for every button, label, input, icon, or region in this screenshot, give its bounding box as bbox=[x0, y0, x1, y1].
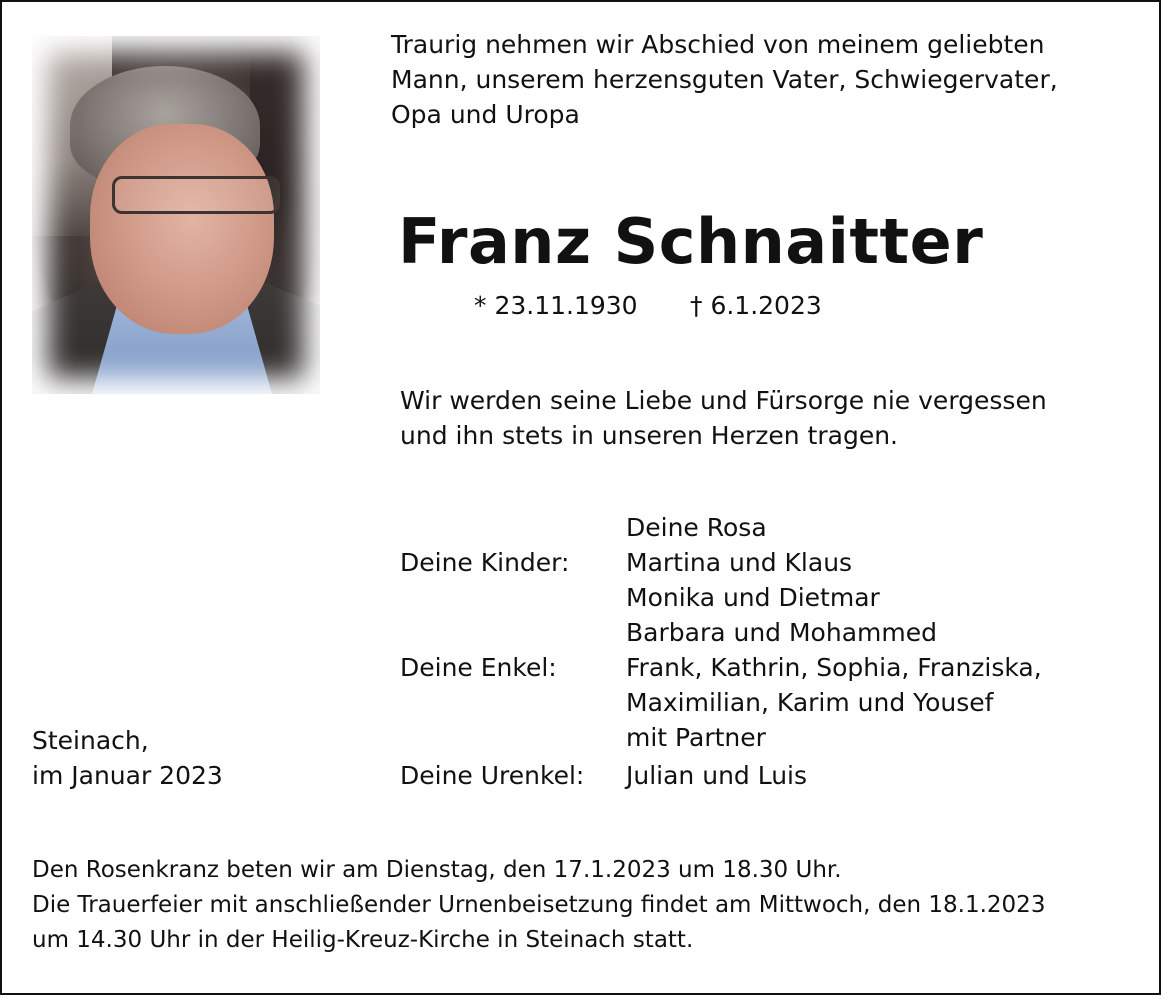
great-grandchildren-label: Deine Urenkel: bbox=[400, 761, 585, 790]
children-entry-2: Monika und Dietmar bbox=[626, 583, 880, 612]
birth-date: * 23.11.1930 bbox=[474, 291, 638, 320]
quote-line-2: und ihn stets in unseren Herzen tragen. bbox=[400, 421, 898, 450]
children-entry-3: Barbara und Mohammed bbox=[626, 618, 937, 647]
children-entry-1: Martina und Klaus bbox=[626, 548, 853, 577]
great-grandchildren-entry: Julian und Luis bbox=[626, 761, 808, 790]
intro-line-1: Traurig nehmen wir Abschied von meinem geliebten bbox=[391, 30, 1045, 59]
grandchildren-label: Deine Enkel: bbox=[400, 653, 557, 682]
wife-name: Deine Rosa bbox=[626, 513, 767, 542]
grandchildren-entry-1: Frank, Kathrin, Sophia, Franziska, bbox=[626, 653, 1042, 682]
children-label: Deine Kinder: bbox=[400, 548, 570, 577]
place-line-2: im Januar 2023 bbox=[32, 761, 223, 790]
service-line-1: Den Rosenkranz beten wir am Dienstag, den 17.1.2023 um 18.30 Uhr. bbox=[32, 857, 842, 883]
grandchildren-entry-2: Maximilian, Karim und Yousef bbox=[626, 688, 994, 717]
grandchildren-entry-3: mit Partner bbox=[626, 723, 766, 752]
intro-line-3: Opa und Uropa bbox=[391, 100, 580, 129]
death-date: † 6.1.2023 bbox=[690, 291, 822, 320]
place-line-1: Steinach, bbox=[32, 726, 149, 755]
portrait-photo bbox=[32, 36, 320, 394]
service-line-3: um 14.30 Uhr in der Heilig-Kreuz-Kirche in Steinach statt. bbox=[32, 927, 694, 953]
deceased-name: Franz Schnaitter bbox=[398, 205, 984, 278]
quote-line-1: Wir werden seine Liebe und Fürsorge nie vergessen bbox=[400, 386, 1047, 415]
photo-vignette bbox=[32, 36, 320, 394]
service-line-2: Die Trauerfeier mit anschließender Urnenbeisetzung findet am Mittwoch, den 18.1.2023 bbox=[32, 892, 1046, 918]
intro-line-2: Mann, unserem herzensguten Vater, Schwiegervater, bbox=[391, 65, 1058, 94]
